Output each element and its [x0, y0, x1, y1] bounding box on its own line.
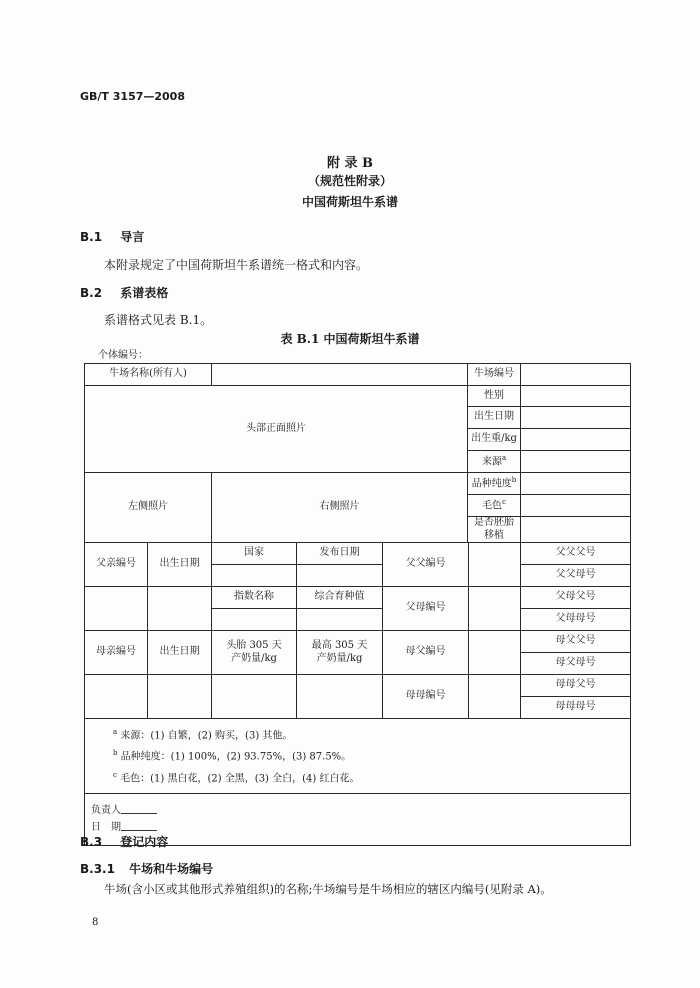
page-number: 8	[92, 917, 99, 928]
section-b3-heading	[80, 833, 168, 850]
coat-color-value	[521, 495, 631, 517]
responsible-label: 负责人	[91, 805, 121, 817]
sd-value	[469, 587, 521, 631]
ssd-label: 父父母号	[521, 565, 631, 587]
section-b1-text: 本附录规定了中国荷斯坦牛系谱统一格式和内容。	[104, 258, 369, 272]
note-text: 品种纯度：(1) 100%，(2) 93.75%，(3) 87.5%。	[120, 751, 352, 763]
sds-label: 父母父号	[521, 587, 631, 609]
date-label: 日 期	[91, 822, 121, 834]
pedigree-table	[84, 363, 631, 846]
ss-label: 父父编号	[383, 543, 469, 587]
right-photo: 右侧照片	[212, 473, 468, 543]
coat-color-text: 毛色	[482, 500, 503, 512]
dd-label: 母母编号	[383, 675, 469, 719]
individual-no-label: 个体编号：	[98, 350, 148, 361]
source-text: 来源	[481, 456, 502, 468]
index-name-value	[212, 609, 297, 631]
section-title: 导言	[120, 230, 145, 244]
section-number: B.3.1	[80, 862, 115, 876]
section-b1-heading	[80, 228, 144, 245]
source-mark: a	[501, 454, 507, 463]
note-mark: a	[113, 728, 118, 736]
note-line	[113, 725, 630, 746]
coat-color-label	[468, 495, 521, 517]
index-name-label: 指数名称	[212, 587, 297, 609]
release-date-value	[297, 565, 383, 587]
ds-label: 母父编号	[383, 631, 469, 675]
dss-label: 母父父号	[521, 631, 631, 653]
standard-id: GB/T 3157—2008	[80, 90, 185, 103]
max-lactation-label	[297, 631, 383, 675]
max-lactation-line1: 最高 305 天	[311, 640, 368, 651]
section-number: B.3	[80, 835, 103, 849]
first-lactation-label	[212, 631, 297, 675]
table-notes	[85, 719, 631, 794]
farm-no-value	[521, 364, 631, 386]
birth-date-label: 出生日期	[468, 407, 521, 429]
source-label	[468, 451, 521, 473]
birth-weight-value	[521, 429, 631, 451]
farm-name-label: 牛场名称(所有人)	[85, 364, 212, 386]
sire-birth-label: 出生日期	[148, 543, 212, 587]
embryo-transfer-label: 是否胚胎移植	[468, 517, 521, 543]
embryo-transfer-value	[521, 517, 631, 543]
appendix-title: 附 录 B	[326, 156, 374, 171]
section-title: 登记内容	[120, 835, 169, 849]
country-label: 国家	[212, 543, 297, 565]
dsd-label: 母父母号	[521, 653, 631, 675]
dd-value	[469, 675, 521, 719]
sex-value	[521, 386, 631, 407]
date-blank	[121, 821, 157, 831]
section-number: B.1	[80, 230, 103, 244]
appendix-subtitle: （规范性附录）	[307, 174, 392, 188]
dam-no-value	[85, 675, 148, 719]
farm-name-value	[212, 364, 468, 386]
dds-label: 母母父号	[521, 675, 631, 697]
section-b2-text: 系谱格式见表 B.1。	[104, 313, 213, 327]
sire-no-value	[85, 587, 148, 631]
note-text: 毛色：(1) 黑白花，(2) 全黑，(3) 全白，(4) 红白花。	[120, 772, 360, 784]
tpi-value	[297, 609, 383, 631]
note-line	[113, 768, 630, 789]
date-line	[91, 819, 630, 836]
ss-value	[469, 543, 521, 587]
section-title: 牛场和牛场编号	[129, 862, 214, 876]
sire-no-label: 父亲编号	[85, 543, 148, 587]
sd-label: 父母编号	[383, 587, 469, 631]
tpi-label: 综合育种值	[297, 587, 383, 609]
source-value	[521, 451, 631, 473]
section-b2-heading	[80, 284, 168, 301]
release-date-label: 发布日期	[297, 543, 383, 565]
responsible-blank	[121, 804, 157, 814]
section-number: B.2	[80, 286, 103, 300]
sire-birth-value	[148, 587, 212, 631]
sdd-label: 父母母号	[521, 609, 631, 631]
country-value	[212, 565, 297, 587]
dam-no-label: 母亲编号	[85, 631, 148, 675]
left-photo: 左侧照片	[85, 473, 212, 543]
section-b31-heading	[80, 860, 213, 877]
note-text: 来源：(1) 自繁，(2) 购买，(3) 其他。	[120, 730, 293, 742]
dam-birth-label: 出生日期	[148, 631, 212, 675]
head-photo: 头部正面照片	[85, 386, 468, 473]
section-b31-text: 牛场(含小区或其他形式养殖组织)的名称;牛场编号是牛场相应的辖区内编号(见附录 A)。	[104, 882, 552, 896]
note-line	[113, 746, 630, 767]
ds-value	[469, 631, 521, 675]
appendix-heading: 中国荷斯坦牛系谱	[301, 195, 398, 209]
max-lactation-value	[297, 675, 383, 719]
coat-mark: c	[502, 498, 506, 507]
section-title: 系谱表格	[120, 286, 169, 300]
max-lactation-line2: 产奶量/kg	[316, 652, 363, 664]
dam-birth-value	[148, 675, 212, 719]
breed-purity-value	[521, 473, 631, 495]
birth-date-value	[521, 407, 631, 429]
first-lactation-line1: 头胎 305 天	[226, 640, 282, 651]
farm-no-label: 牛场编号	[468, 364, 521, 386]
responsible-line	[91, 802, 630, 819]
breed-mark: b	[511, 476, 517, 485]
breed-purity-label	[468, 473, 521, 495]
ddd-label: 母母母号	[521, 697, 631, 719]
birth-weight-label: 出生重/kg	[468, 429, 521, 451]
table-caption: 表 B.1 中国荷斯坦牛系谱	[280, 332, 420, 346]
first-lactation-value	[212, 675, 297, 719]
sex-label: 性别	[468, 386, 521, 407]
breed-purity-text: 品种纯度	[471, 478, 512, 490]
note-mark: b	[113, 749, 118, 758]
sss-label: 父父父号	[521, 543, 631, 565]
first-lactation-line2: 产奶量/kg	[231, 652, 277, 664]
note-mark: c	[113, 770, 117, 779]
